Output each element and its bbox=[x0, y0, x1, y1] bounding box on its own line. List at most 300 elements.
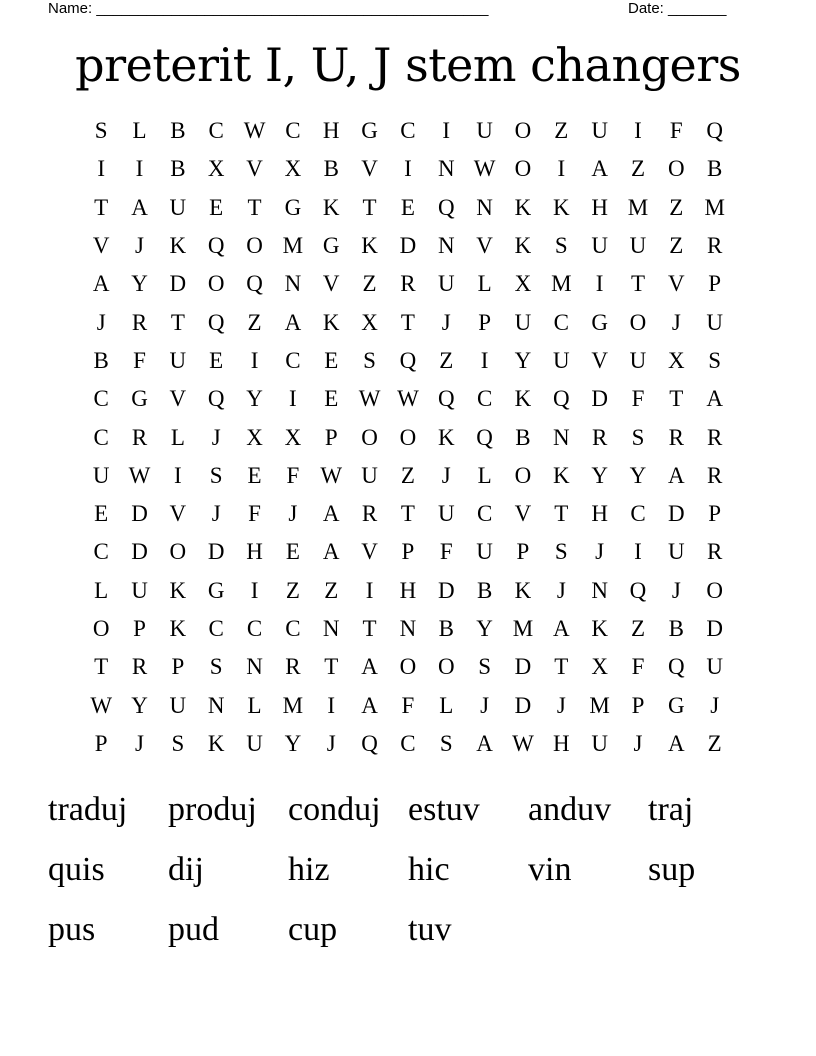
grid-letter: M bbox=[704, 194, 725, 220]
grid-letter: P bbox=[708, 271, 722, 297]
grid-letter: C bbox=[93, 386, 109, 412]
grid-letter: G bbox=[207, 577, 225, 603]
grid-letter: J bbox=[288, 501, 298, 527]
grid-letter: V bbox=[361, 539, 378, 565]
grid-letter: S bbox=[708, 347, 722, 373]
grid-letter: U bbox=[476, 539, 493, 565]
grid-letter: N bbox=[246, 654, 263, 680]
grid-letter: D bbox=[399, 233, 417, 259]
grid-letter: X bbox=[591, 654, 608, 680]
grid-letter: V bbox=[169, 386, 187, 412]
grid-letter: V bbox=[92, 233, 110, 259]
grid-letter: G bbox=[322, 233, 340, 259]
grid-letter: L bbox=[477, 462, 492, 488]
grid-letter: R bbox=[400, 271, 416, 297]
grid-letter: U bbox=[629, 347, 647, 373]
grid-letter: L bbox=[132, 118, 147, 144]
grid-letter: B bbox=[476, 577, 493, 603]
grid-letter: O bbox=[514, 156, 532, 182]
grid-letter: Z bbox=[554, 118, 569, 144]
grid-letter: F bbox=[439, 539, 453, 565]
grid-letter: K bbox=[514, 577, 532, 603]
grid-letter: V bbox=[591, 347, 608, 373]
grid-letter: P bbox=[401, 539, 415, 565]
grid-letter: P bbox=[171, 654, 185, 680]
grid-letter: A bbox=[476, 730, 493, 756]
grid-letter: N bbox=[284, 271, 302, 297]
grid-letter: Q bbox=[629, 577, 647, 603]
grid-letter: U bbox=[169, 194, 187, 220]
word-bank-item: anduv bbox=[528, 791, 612, 828]
grid-letter: K bbox=[207, 730, 225, 756]
grid-letter: U bbox=[169, 692, 187, 718]
grid-letter: C bbox=[553, 309, 569, 335]
grid-letter: R bbox=[131, 424, 148, 450]
grid-letter: J bbox=[633, 730, 643, 756]
grid-letter: Z bbox=[630, 156, 646, 182]
grid-letter: G bbox=[668, 692, 685, 718]
grid-letter: R bbox=[707, 424, 723, 450]
grid-row bbox=[82, 380, 734, 418]
grid-letter: Z bbox=[439, 347, 454, 373]
grid-letter: N bbox=[207, 692, 225, 718]
grid-letter: F bbox=[669, 118, 683, 144]
word-bank-item: vin bbox=[528, 851, 572, 888]
grid-row bbox=[82, 610, 734, 648]
grid-letter: A bbox=[322, 501, 340, 527]
grid-letter: M bbox=[589, 692, 610, 718]
grid-row bbox=[82, 648, 734, 686]
word-bank-item: cup bbox=[288, 911, 338, 948]
grid-letter: U bbox=[476, 118, 493, 144]
grid-letter: T bbox=[362, 616, 377, 641]
grid-letter: E bbox=[285, 539, 300, 565]
grid-letter: R bbox=[361, 501, 378, 527]
grid-letter: X bbox=[246, 424, 263, 450]
grid-letter: Y bbox=[629, 462, 647, 488]
grid-letter: O bbox=[706, 577, 723, 603]
grid-letter: A bbox=[284, 309, 302, 335]
date-field: Date: _______ bbox=[628, 0, 727, 17]
grid-letter: G bbox=[284, 194, 302, 220]
grid-letter: K bbox=[514, 386, 532, 412]
grid-letter: C bbox=[400, 730, 416, 756]
word-bank-row bbox=[48, 840, 768, 900]
grid-letter: H bbox=[591, 501, 608, 527]
grid-letter: D bbox=[131, 539, 148, 565]
grid-row bbox=[82, 342, 734, 380]
grid-letter: K bbox=[361, 233, 378, 259]
grid-letter: B bbox=[668, 616, 684, 641]
grid-letter: B bbox=[323, 156, 339, 182]
grid-letter: P bbox=[708, 501, 722, 527]
grid-letter: Z bbox=[669, 194, 684, 220]
grid-letter: U bbox=[552, 347, 570, 373]
grid-letter: Y bbox=[284, 730, 302, 756]
grid-letter: Q bbox=[437, 194, 455, 220]
grid-letter: S bbox=[439, 730, 453, 756]
grid-letter: U bbox=[706, 309, 723, 335]
grid-letter: J bbox=[595, 539, 605, 565]
grid-letter: D bbox=[131, 501, 148, 527]
grid-letter: A bbox=[591, 156, 608, 182]
grid-row bbox=[82, 227, 734, 265]
grid-letter: E bbox=[324, 347, 339, 373]
grid-letter: D bbox=[514, 692, 532, 718]
word-bank-item: conduj bbox=[288, 791, 381, 828]
grid-letter: O bbox=[514, 462, 532, 488]
grid-letter: K bbox=[591, 616, 608, 641]
word-bank bbox=[48, 780, 768, 960]
grid-letter: I bbox=[595, 271, 604, 297]
grid-letter: X bbox=[361, 309, 378, 335]
grid-letter: N bbox=[437, 156, 455, 182]
grid-letter: E bbox=[247, 462, 262, 488]
grid-letter: S bbox=[209, 654, 223, 680]
grid-letter: R bbox=[668, 424, 684, 450]
grid-letter: C bbox=[208, 118, 224, 144]
grid-letter: U bbox=[514, 309, 532, 335]
header-line bbox=[48, 0, 740, 18]
grid-letter: M bbox=[512, 616, 534, 641]
grid-letter: T bbox=[94, 194, 109, 220]
grid-letter: P bbox=[631, 692, 645, 718]
grid-letter: P bbox=[133, 616, 146, 641]
grid-letter: S bbox=[478, 654, 491, 680]
grid-letter: A bbox=[131, 194, 148, 220]
grid-letter: L bbox=[247, 692, 262, 718]
grid-letter: A bbox=[322, 539, 340, 565]
grid-letter: W bbox=[473, 156, 496, 182]
grid-letter: R bbox=[131, 309, 148, 335]
grid-letter: P bbox=[516, 539, 530, 565]
grid-letter: U bbox=[629, 233, 647, 259]
grid-letter: T bbox=[324, 654, 339, 680]
grid-letter: F bbox=[248, 501, 261, 527]
grid-letter: U bbox=[591, 730, 608, 756]
grid-letter: K bbox=[437, 424, 455, 450]
grid-letter: N bbox=[322, 616, 340, 641]
grid-letter: C bbox=[476, 386, 493, 412]
grid-letter: W bbox=[90, 692, 113, 718]
grid-letter: Q bbox=[207, 233, 225, 259]
grid-letter: F bbox=[631, 654, 645, 680]
grid-letter: Y bbox=[514, 347, 532, 373]
grid-row bbox=[82, 265, 734, 303]
grid-letter: K bbox=[322, 309, 340, 335]
grid-letter: N bbox=[552, 424, 570, 450]
grid-letter: W bbox=[128, 462, 151, 488]
word-bank-item: produj bbox=[168, 791, 257, 828]
grid-letter: Q bbox=[399, 347, 417, 373]
grid-letter: A bbox=[668, 462, 685, 488]
grid-letter: O bbox=[668, 156, 685, 182]
grid-letter: U bbox=[668, 539, 685, 565]
grid-letter: P bbox=[324, 424, 338, 450]
grid-letter: P bbox=[94, 730, 108, 756]
grid-letter: A bbox=[361, 692, 378, 718]
grid-letter: H bbox=[399, 577, 417, 603]
grid-letter: S bbox=[554, 539, 568, 565]
grid-letter: O bbox=[399, 654, 417, 680]
word-bank-row bbox=[48, 900, 768, 960]
grid-letter: Z bbox=[400, 462, 415, 488]
grid-letter: K bbox=[552, 194, 570, 220]
grid-letter: N bbox=[437, 233, 455, 259]
grid-letter: N bbox=[399, 616, 417, 641]
grid-letter: D bbox=[514, 654, 532, 680]
grid-letter: R bbox=[707, 233, 723, 259]
grid-letter: Q bbox=[706, 118, 723, 144]
grid-letter: H bbox=[246, 539, 263, 565]
grid-letter: O bbox=[629, 309, 647, 335]
grid-letter: O bbox=[92, 616, 110, 641]
grid-letter: X bbox=[514, 271, 532, 297]
grid-row bbox=[82, 457, 734, 495]
word-bank-item: traduj bbox=[48, 791, 128, 828]
grid-letter: T bbox=[247, 194, 262, 220]
word-bank-item: pud bbox=[168, 911, 219, 948]
word-bank-item: quis bbox=[48, 851, 105, 888]
grid-letter: Y bbox=[591, 462, 608, 488]
grid-letter: Q bbox=[207, 386, 225, 412]
word-bank-row bbox=[48, 780, 768, 840]
grid-letter: L bbox=[477, 271, 492, 297]
grid-letter: M bbox=[627, 194, 649, 220]
grid-letter: J bbox=[671, 309, 681, 335]
grid-letter: J bbox=[326, 730, 336, 756]
grid-letter: J bbox=[211, 501, 221, 527]
grid-letter: Q bbox=[476, 424, 493, 450]
grid-letter: D bbox=[169, 271, 187, 297]
grid-letter: U bbox=[246, 730, 263, 756]
grid-letter: A bbox=[361, 654, 378, 680]
grid-letter: P bbox=[478, 309, 491, 335]
grid-letter: U bbox=[361, 462, 378, 488]
grid-letter: M bbox=[551, 271, 572, 297]
grid-row bbox=[82, 572, 734, 610]
grid-letter: O bbox=[246, 233, 263, 259]
word-bank-item: hiz bbox=[288, 851, 330, 888]
grid-letter: I bbox=[174, 462, 182, 488]
grid-letter: Y bbox=[246, 386, 263, 412]
grid-letter: S bbox=[94, 118, 108, 144]
word-search-grid bbox=[82, 112, 734, 763]
grid-letter: L bbox=[94, 577, 109, 603]
grid-letter: X bbox=[284, 424, 302, 450]
grid-letter: G bbox=[591, 309, 608, 335]
grid-letter: I bbox=[480, 347, 489, 373]
grid-letter: U bbox=[437, 501, 455, 527]
grid-letter: Z bbox=[362, 271, 377, 297]
grid-letter: H bbox=[591, 194, 608, 220]
grid-letter: V bbox=[514, 501, 532, 527]
word-bank-item: pus bbox=[48, 911, 96, 948]
grid-letter: W bbox=[397, 386, 419, 412]
grid-letter: V bbox=[322, 271, 340, 297]
grid-letter: I bbox=[289, 386, 297, 412]
grid-letter: E bbox=[209, 194, 224, 220]
grid-letter: I bbox=[557, 156, 566, 182]
grid-letter: C bbox=[246, 616, 263, 641]
grid-letter: N bbox=[591, 577, 608, 603]
word-bank-item: traj bbox=[648, 791, 694, 828]
grid-letter: E bbox=[324, 386, 339, 412]
grid-letter: Q bbox=[207, 309, 225, 335]
grid-letter: I bbox=[442, 118, 451, 144]
grid-letter: J bbox=[710, 692, 720, 718]
grid-letter: R bbox=[285, 654, 301, 680]
grid-letter: U bbox=[706, 654, 723, 680]
grid-letter: Z bbox=[247, 309, 262, 335]
grid-letter: C bbox=[93, 424, 109, 450]
grid-letter: V bbox=[668, 271, 685, 297]
grid-letter: O bbox=[207, 271, 225, 297]
grid-letter: Q bbox=[668, 654, 685, 680]
grid-letter: O bbox=[437, 654, 455, 680]
grid-letter: A bbox=[552, 616, 570, 641]
name-field: Name: _______________________________________________ bbox=[48, 0, 489, 17]
grid-letter: K bbox=[169, 616, 187, 641]
grid-letter: X bbox=[668, 347, 685, 373]
grid-letter: O bbox=[399, 424, 417, 450]
grid-letter: T bbox=[630, 271, 646, 297]
grid-letter: K bbox=[552, 462, 570, 488]
grid-letter: W bbox=[320, 462, 343, 488]
grid-letter: O bbox=[169, 539, 187, 565]
grid-letter: Z bbox=[630, 616, 646, 641]
grid-letter: U bbox=[131, 577, 148, 603]
grid-letter: B bbox=[515, 424, 531, 450]
grid-letter: I bbox=[404, 156, 412, 182]
grid-letter: C bbox=[285, 347, 301, 373]
grid-letter: K bbox=[514, 233, 532, 259]
grid-row bbox=[82, 725, 734, 763]
grid-letter: T bbox=[362, 194, 377, 220]
grid-letter: C bbox=[285, 118, 301, 144]
grid-letter: Q bbox=[361, 730, 378, 756]
grid-letter: M bbox=[282, 692, 304, 718]
grid-letter: J bbox=[671, 577, 681, 603]
grid-letter: J bbox=[211, 424, 221, 450]
grid-letter: O bbox=[361, 424, 378, 450]
grid-letter: J bbox=[441, 462, 451, 488]
grid-letter: E bbox=[94, 501, 109, 527]
grid-letter: T bbox=[554, 654, 569, 680]
grid-letter: K bbox=[169, 233, 187, 259]
grid-letter: M bbox=[282, 233, 304, 259]
grid-row bbox=[82, 686, 734, 724]
grid-letter: E bbox=[209, 347, 224, 373]
grid-letter: A bbox=[668, 730, 685, 756]
grid-letter: J bbox=[480, 692, 490, 718]
grid-letter: A bbox=[92, 271, 110, 297]
grid-letter: K bbox=[514, 194, 532, 220]
grid-letter: O bbox=[514, 118, 532, 144]
grid-letter: T bbox=[400, 309, 415, 335]
word-bank-item: sup bbox=[648, 851, 696, 888]
grid-letter: N bbox=[476, 194, 493, 220]
grid-letter: A bbox=[706, 386, 723, 412]
grid-letter: J bbox=[135, 233, 144, 259]
grid-row bbox=[82, 303, 734, 341]
grid-letter: V bbox=[361, 156, 378, 182]
grid-letter: D bbox=[437, 577, 455, 603]
word-bank-item: estuv bbox=[408, 791, 480, 828]
grid-letter: V bbox=[246, 156, 263, 182]
grid-letter: R bbox=[707, 462, 723, 488]
grid-letter: J bbox=[135, 730, 144, 756]
word-bank-item: hic bbox=[408, 851, 450, 888]
grid-row bbox=[82, 189, 734, 227]
grid-letter: V bbox=[476, 233, 493, 259]
grid-letter: U bbox=[437, 271, 455, 297]
grid-letter: K bbox=[322, 194, 340, 220]
grid-letter: T bbox=[170, 309, 185, 335]
word-bank-item: dij bbox=[168, 851, 204, 888]
grid-row bbox=[82, 418, 734, 456]
grid-letter: L bbox=[439, 692, 454, 718]
grid-letter: G bbox=[361, 118, 378, 144]
grid-letter: F bbox=[631, 386, 645, 412]
grid-row bbox=[82, 150, 734, 188]
grid-letter: D bbox=[207, 539, 225, 565]
grid-letter: S bbox=[171, 730, 185, 756]
grid-letter: Z bbox=[285, 577, 300, 603]
grid-letter: H bbox=[322, 118, 340, 144]
grid-letter: C bbox=[476, 501, 493, 527]
grid-row bbox=[82, 112, 734, 150]
page-title: preterit I, U, J stem changers bbox=[75, 38, 741, 92]
grid-letter: S bbox=[209, 462, 223, 488]
grid-letter: W bbox=[358, 386, 381, 412]
grid-letter: D bbox=[706, 616, 723, 641]
grid-letter: Y bbox=[131, 271, 148, 297]
grid-letter: Q bbox=[552, 386, 570, 412]
grid-letter: B bbox=[438, 616, 454, 641]
grid-letter: F bbox=[401, 692, 415, 718]
grid-letter: S bbox=[554, 233, 568, 259]
grid-letter: Y bbox=[131, 692, 148, 718]
grid-letter: J bbox=[96, 309, 106, 335]
grid-letter: T bbox=[94, 654, 109, 680]
grid-letter: D bbox=[668, 501, 685, 527]
grid-letter: U bbox=[591, 233, 608, 259]
grid-letter: U bbox=[169, 347, 187, 373]
grid-letter: R bbox=[131, 654, 148, 680]
grid-letter: I bbox=[634, 539, 642, 565]
grid-letter: T bbox=[669, 386, 684, 412]
grid-letter: B bbox=[93, 347, 109, 373]
grid-letter: H bbox=[552, 730, 570, 756]
grid-row bbox=[82, 533, 734, 571]
grid-letter: F bbox=[286, 462, 300, 488]
grid-letter: L bbox=[170, 424, 185, 450]
grid-letter: I bbox=[250, 577, 259, 603]
grid-letter: S bbox=[631, 424, 645, 450]
grid-letter: C bbox=[208, 616, 224, 641]
grid-row bbox=[82, 495, 734, 533]
grid-letter: J bbox=[441, 309, 451, 335]
grid-letter: E bbox=[400, 194, 415, 220]
grid-letter: F bbox=[133, 347, 146, 373]
grid-letter: R bbox=[707, 539, 723, 565]
grid-letter: X bbox=[284, 156, 302, 182]
grid-letter: K bbox=[169, 577, 187, 603]
grid-letter: C bbox=[93, 539, 109, 565]
grid-letter: G bbox=[131, 386, 148, 412]
grid-letter: U bbox=[92, 462, 110, 488]
